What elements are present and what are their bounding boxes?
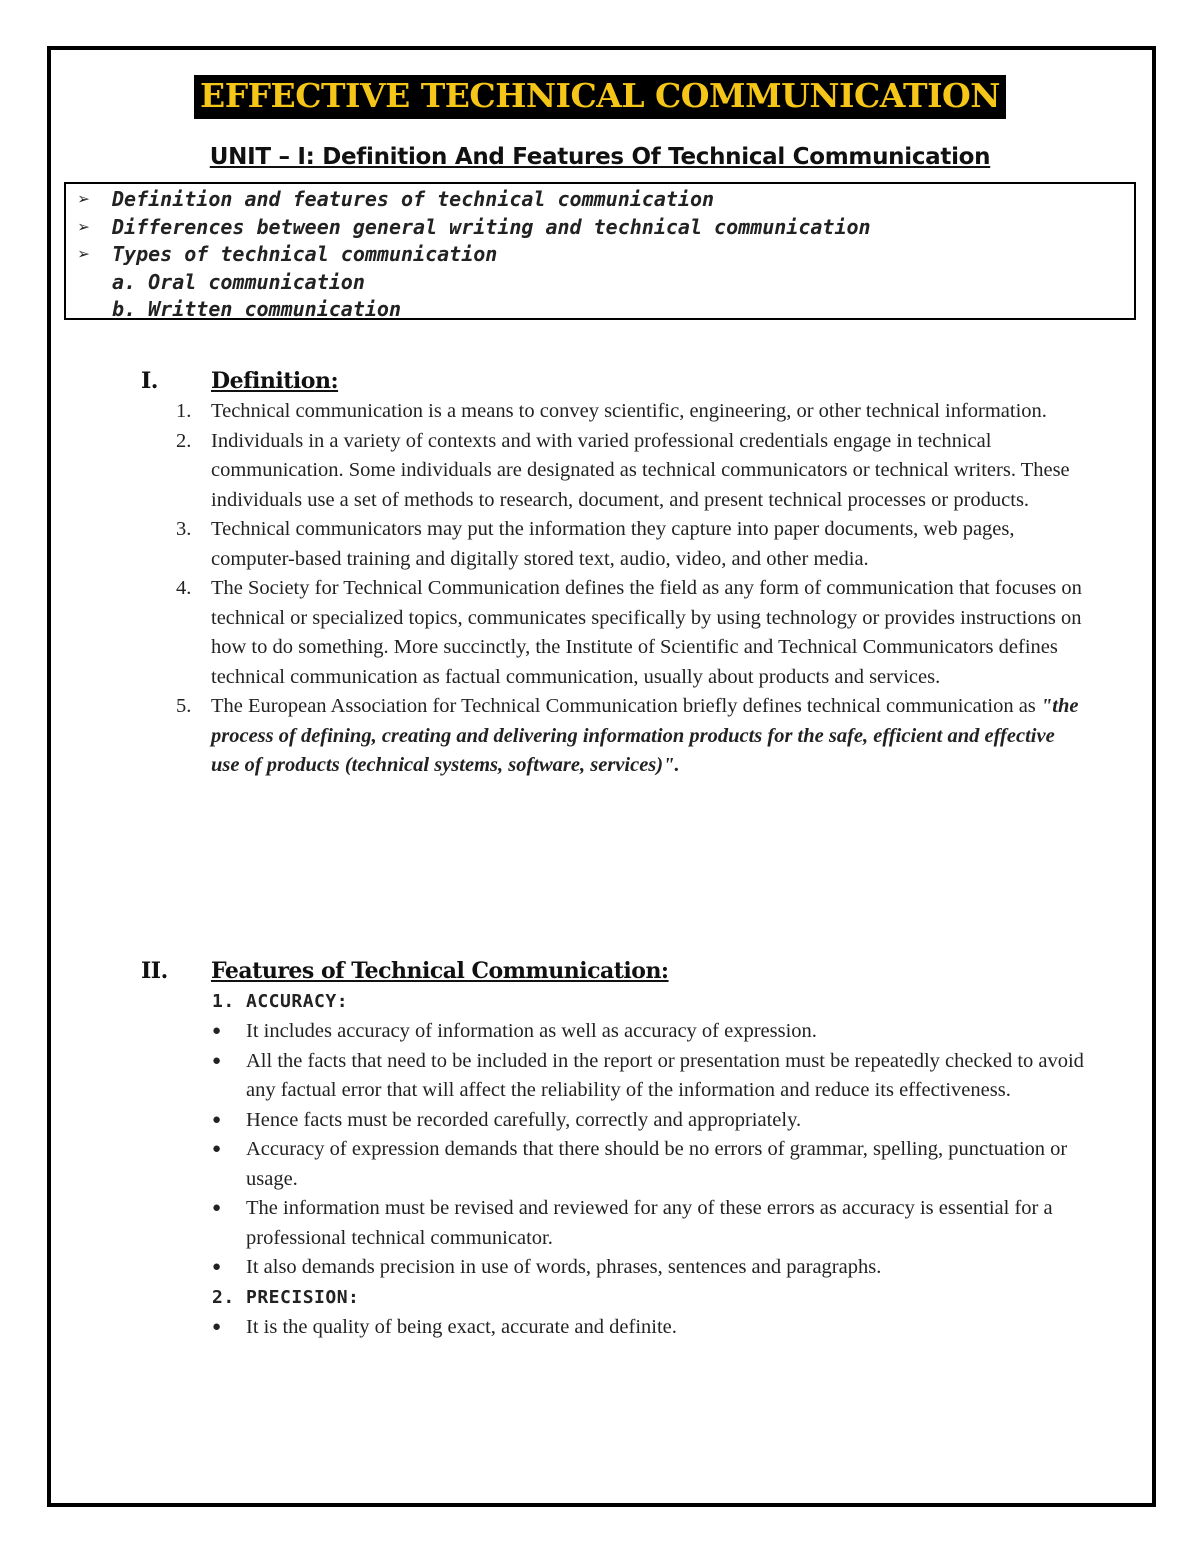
bullet-dot-icon: ●	[212, 1023, 222, 1039]
bullet-dot-icon: ●	[212, 1318, 222, 1335]
topic-text: Definition and features of technical communication	[112, 187, 715, 211]
topic-text: Types of technical communication	[112, 242, 498, 266]
bullet-dot-icon: ●	[212, 1141, 222, 1157]
feature-heading-accuracy: 1. ACCURACY:	[212, 991, 349, 1012]
list-item: 1. Technical communication is a means to convey scientific, engineering, or other technical information.	[176, 400, 1047, 422]
section-number: I.	[141, 368, 158, 394]
definition-list	[166, 397, 1086, 781]
bullet-item: ● It is the quality of being exact, accurate and definite.	[212, 1313, 1092, 1343]
title-container	[0, 75, 1200, 119]
arrow-bullet-icon: ➢	[78, 242, 91, 266]
unit-heading: UNIT – I: Definition And Features Of Technical Communication	[209, 144, 991, 170]
list-item: 5. The European Association for Technical Communication briefly defines technical communication as "the process of defining, creating and delivering information products for the safe, efficient and effective use of products (technical systems, software, services)".	[176, 695, 1079, 776]
precision-bullets	[212, 1313, 1092, 1343]
feature-heading-precision: 2. PRECISION:	[212, 1286, 360, 1308]
features-content	[212, 987, 1092, 1342]
topic-item	[78, 186, 1134, 214]
topic-item	[78, 214, 1134, 242]
list-item: 2. Individuals in a variety of contexts and with varied professional credentials engage in technical communication. Some individuals are designated as technical communicators or technical writers. These individuals use a set of methods to research, document, and present technical processes or products.	[176, 429, 1070, 511]
bullet-dot-icon: ●	[212, 1052, 222, 1069]
topics-box	[64, 182, 1136, 320]
list-item: 4. The Society for Technical Communication defines the field as any form of communication that focuses on technical or specialized topics, communicates specifically by using technology or provides instructions on how to do something. More succinctly, the Institute of Scientific and Technical Communicators defines technical communication as factual communication, usually about products and services.	[176, 577, 1082, 688]
list-item: 3. Technical communicators may put the information they capture into paper documents, web pages, computer-based training and digitally stored text, audio, video, and other media.	[176, 518, 1015, 570]
subtopic-item: a. Oral communication	[112, 269, 365, 294]
quoted-definition: "the process of defining, creating and delivering information products for the safe, efficient and effective use of products (technical systems, software, services)".	[211, 695, 1079, 776]
document-title: EFFECTIVE TECHNICAL COMMUNICATION	[194, 75, 1006, 119]
section-title: Definition:	[211, 368, 339, 394]
bullet-item: ● Accuracy of expression demands that there should be no errors of grammar, spelling, punctuation or usage.	[212, 1135, 1092, 1194]
topic-text: Differences between general writing and technical communication	[112, 214, 871, 239]
subtopic-item: b. Written communication	[112, 297, 401, 321]
accuracy-bullets	[212, 1017, 1092, 1283]
bullet-dot-icon: ●	[212, 1200, 222, 1216]
arrow-bullet-icon: ➢	[78, 187, 91, 211]
bullet-dot-icon: ●	[212, 1111, 222, 1128]
topic-item	[78, 241, 1134, 269]
bullet-item: ● All the facts that need to be included in the report or presentation must be repeatedly checked to avoid any factual error that will affect the reliability of the information and reduce its effectiveness.	[212, 1047, 1092, 1106]
bullet-dot-icon: ●	[212, 1259, 222, 1275]
bullet-item: ● Hence facts must be recorded carefully, correctly and appropriately.	[212, 1106, 1092, 1136]
arrow-bullet-icon: ➢	[78, 214, 91, 239]
bullet-item: ● It also demands precision in use of words, phrases, sentences and paragraphs.	[212, 1253, 1092, 1283]
bullet-item: ● It includes accuracy of information as well as accuracy of expression.	[212, 1017, 1092, 1047]
section-number: II.	[141, 958, 168, 984]
section-title: Features of Technical Communication:	[211, 958, 669, 984]
bullet-item: ● The information must be revised and reviewed for any of these errors as accuracy is essential for a professional technical communicator.	[212, 1194, 1092, 1253]
